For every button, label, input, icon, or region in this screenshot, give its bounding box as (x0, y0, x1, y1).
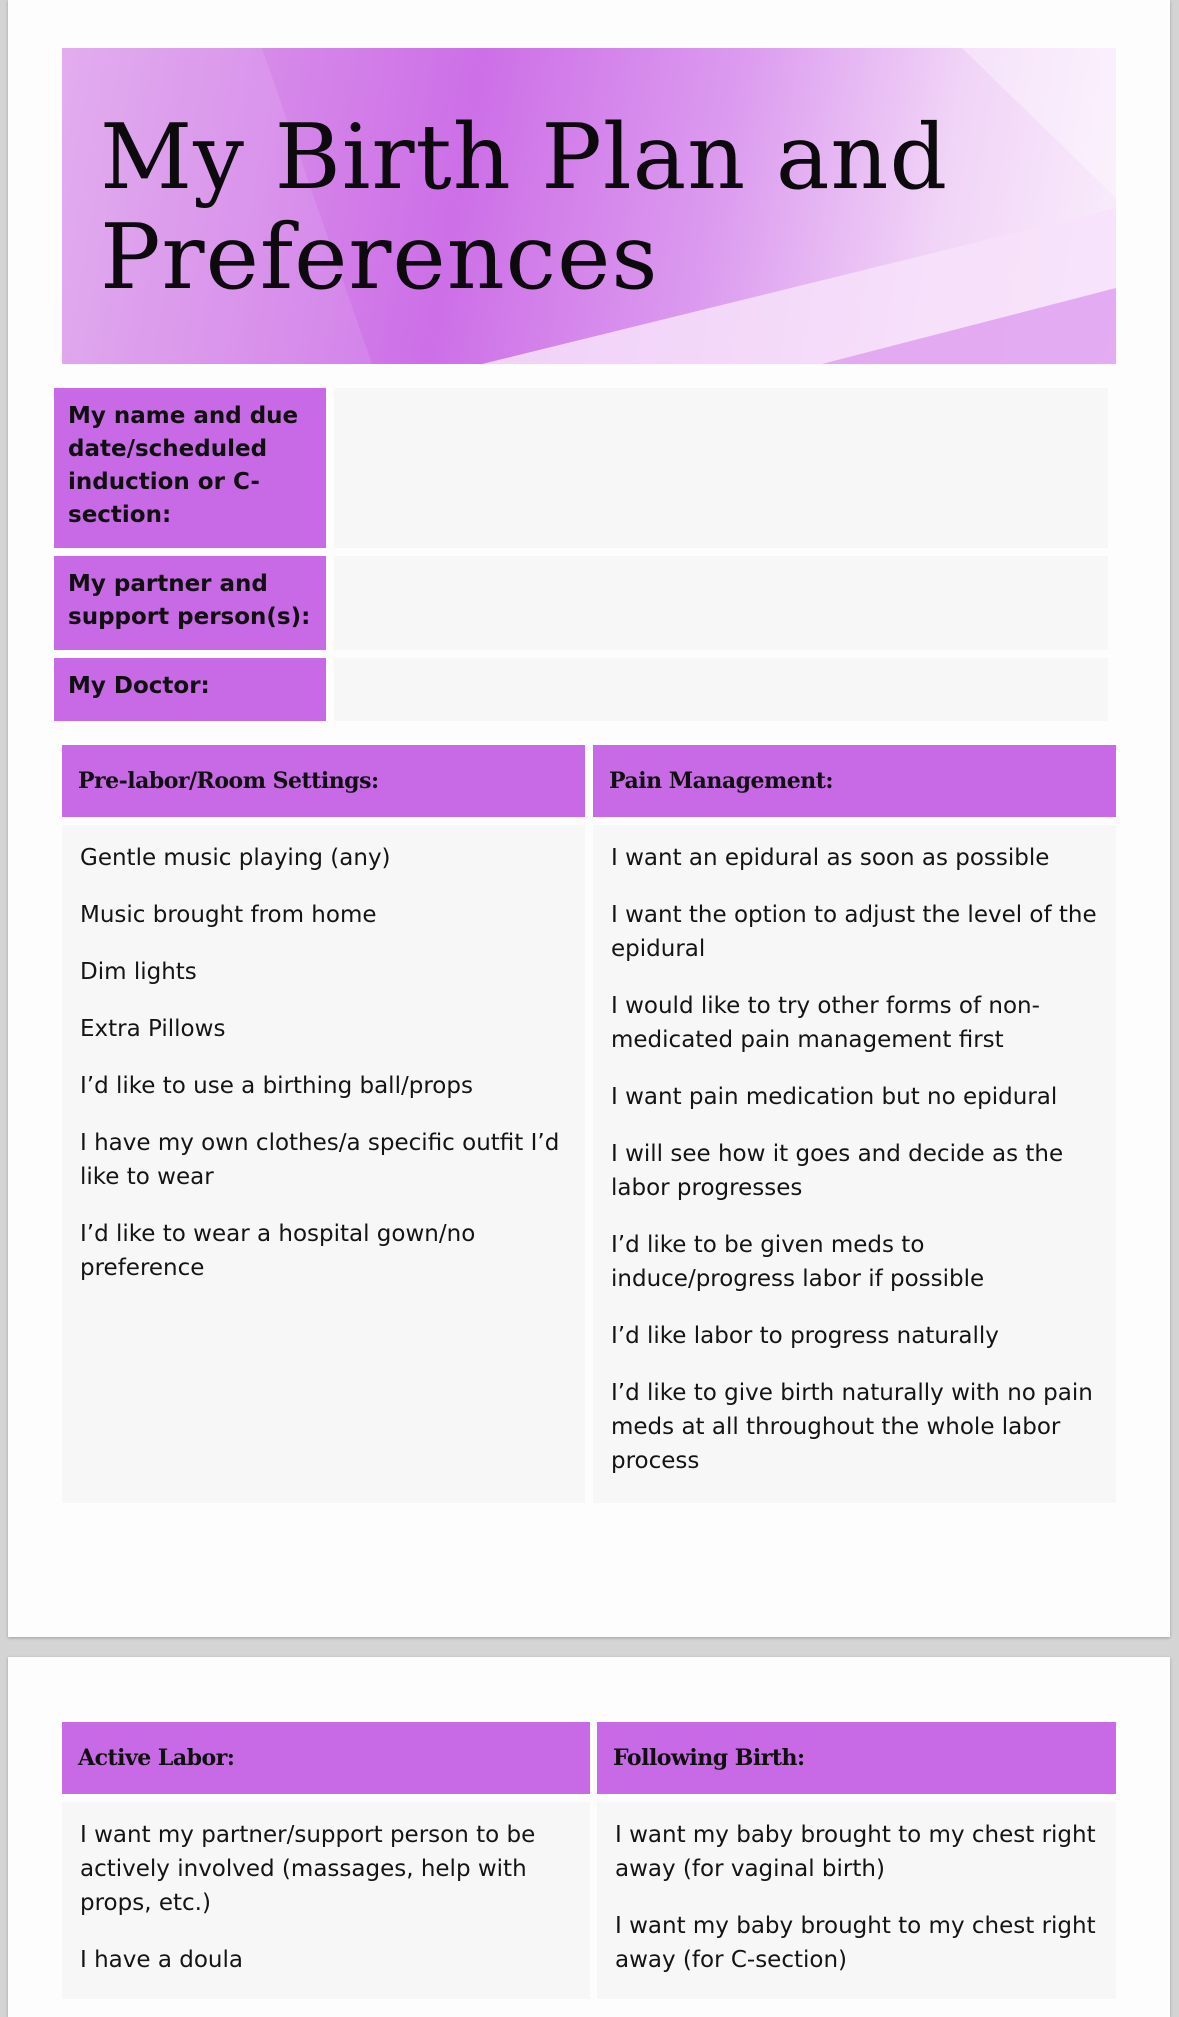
title-banner (62, 48, 1116, 364)
active-labor-section-body (62, 1802, 590, 1999)
list-item: I’d like to use a birthing ball/props (80, 1073, 473, 1099)
prelabor-section-header: Pre-labor/Room Settings: (62, 745, 585, 817)
list-item: I’d like labor to progress naturally (611, 1323, 999, 1349)
name-due-date-label: My name and due date/scheduled induction or C-section: (54, 388, 326, 548)
active-labor-section-header: Active Labor: (62, 1722, 590, 1794)
prelabor-list (80, 841, 567, 1285)
prelabor-section-body (62, 825, 585, 1503)
list-item: Gentle music playing (any) (80, 845, 391, 871)
doctor-field[interactable] (334, 658, 1108, 721)
partner-support-label: My partner and support person(s): (54, 556, 326, 650)
following-birth-list (615, 1818, 1098, 1977)
pain-management-list (611, 841, 1098, 1478)
pain-management-section-header: Pain Management: (593, 745, 1116, 817)
list-item: Music brought from home (80, 902, 377, 928)
list-item: I want the option to adjust the level of the epidural (611, 902, 1097, 962)
list-item: I have a doula (80, 1947, 243, 1973)
list-item: I want my partner/support person to be actively involved (massages, help with props, etc.) (80, 1822, 536, 1916)
pain-management-section-body (593, 825, 1116, 1503)
list-item: I want an epidural as soon as possible (611, 845, 1050, 871)
list-item: I want my baby brought to my chest right away (for C-section) (615, 1913, 1096, 1973)
list-item: I want my baby brought to my chest right away (for vaginal birth) (615, 1822, 1096, 1882)
name-due-date-field[interactable] (334, 388, 1108, 548)
doctor-label: My Doctor: (54, 658, 326, 721)
following-birth-section-body (597, 1802, 1116, 1999)
list-item: I’d like to give birth naturally with no pain meds at all throughout the whole labor process (611, 1380, 1093, 1474)
list-item: I’d like to wear a hospital gown/no preference (80, 1221, 476, 1281)
list-item: I have my own clothes/a specific outfit I’d like to wear (80, 1130, 560, 1190)
page-title: My Birth Plan and Preferences (100, 105, 949, 310)
list-item: I’d like to be given meds to induce/progress labor if possible (611, 1232, 985, 1292)
list-item: I want pain medication but no epidural (611, 1084, 1058, 1110)
list-item: I will see how it goes and decide as the labor progresses (611, 1141, 1064, 1201)
list-item: Dim lights (80, 959, 197, 985)
list-item: Extra Pillows (80, 1016, 226, 1042)
active-labor-list (80, 1818, 572, 1977)
following-birth-section-header: Following Birth: (597, 1722, 1116, 1794)
partner-support-field[interactable] (334, 556, 1108, 650)
list-item: I would like to try other forms of non-medicated pain management first (611, 993, 1040, 1053)
